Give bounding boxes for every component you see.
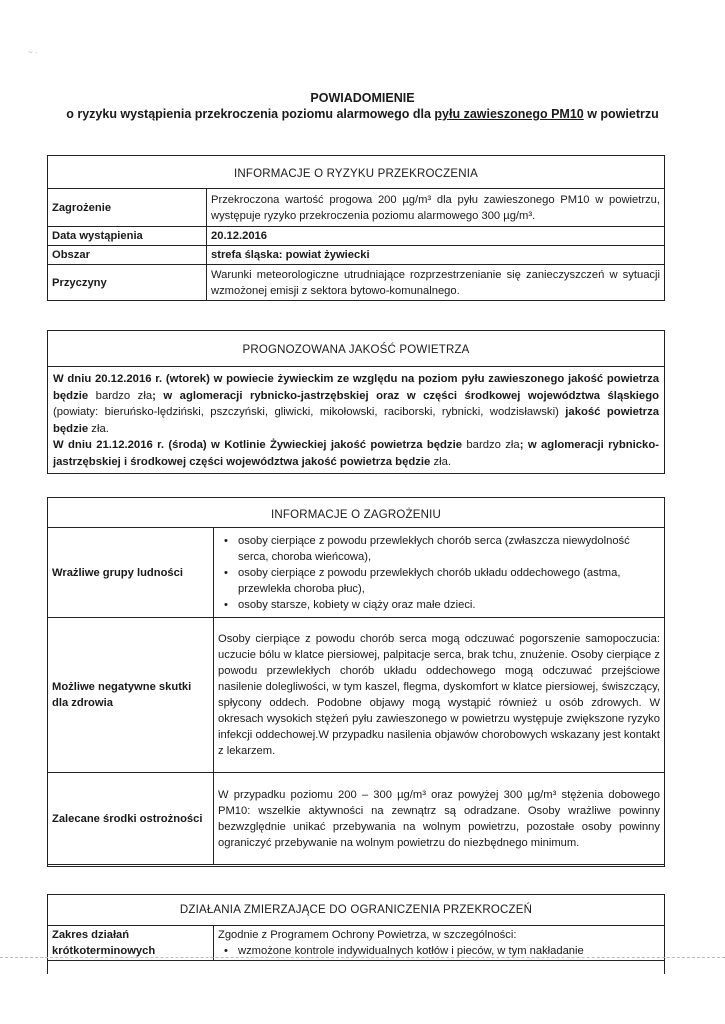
row-value-causes: Warunki meteorologiczne utrudniające rozprzestrzenianie się zanieczyszczeń w sytuacji wzmożonej emisji z sektora bytowo-komunalnego. bbox=[207, 265, 665, 301]
table-row bbox=[48, 618, 665, 773]
row-label-date: Data wystąpienia bbox=[48, 227, 207, 246]
row-label-causes: Przyczyny bbox=[48, 265, 207, 301]
subtitle-part-1: o ryzyku wystąpienia przekroczenia poziomu alarmowego dla bbox=[66, 107, 435, 121]
forecast-run: zła. bbox=[433, 455, 452, 468]
row-value-short-term bbox=[214, 926, 665, 961]
list-item: • osoby cierpiące z powodu przewlekłych chorób układu oddechowego (astma, przewlekła choroba płuc), bbox=[238, 565, 660, 597]
actions-section bbox=[47, 894, 665, 974]
hazard-info-header: INFORMACJE O ZAGROŻENIU bbox=[270, 509, 442, 521]
risk-info-section bbox=[47, 155, 665, 301]
scan-corner-mark: ~ · bbox=[28, 48, 38, 57]
row-value-precautions: W przypadku poziomu 200 – 300 µg/m³ oraz powyżej 300 µg/m³ stężenia dobowego PM10: wszelkie aktywności na zewnątrz są odradzane. Osoby wrażliwe powinny bezwzględnie unikać przebywania na wolnym powietrzu, pozostałe osoby powinny ograniczyć przebywanie na wolnym powietrzu do niezbędnego minimum. bbox=[214, 773, 665, 865]
table-row bbox=[48, 773, 665, 865]
row-value-area: strefa śląska: powiat żywiecki bbox=[207, 246, 665, 265]
row-value-effects: Osoby cierpiące z powodu chorób serca mogą odczuwać pogorszenie samopoczucia: uczucie bólu w klatce piersiowej, palpitacje serca, brak tchu, znużenie. Osoby cierpiące z powodu przewlekłych chorób układu oddechowego mogą odczuwać przejściowe nasilenie dolegliwości, w tym kaszel, flegma, dyskomfort w klatce piersiowej, świszczący, spłycony oddech. Podobne objawy mogą wystąpić również u osób zdrowych. W okresach wysokich stężeń pyłu zawieszonego w powietrzu występuje zwiększone ryzyko infekcji oddechowej.W przypadku nasilenia objawów chorobowych wskazany jest kontakt z lekarzem. bbox=[214, 618, 665, 773]
forecast-run: W dniu 20.12.2016 r. (wtorek) w powiecie żywieckim ze względu na poziom pyłu zawieszonego jakość powietrza będzie bbox=[53, 373, 659, 402]
actions-intro: Zgodnie z Programem Ochrony Powietrza, w szczególności: bbox=[218, 929, 517, 941]
actions-table bbox=[47, 925, 665, 961]
subtitle-part-3: w powietrzu bbox=[583, 107, 659, 121]
row-value-threat: Przekroczona wartość progowa 200 µg/m³ dla pyłu zawieszonego PM10 w powietrzu, występuje ryzyko przekroczenia poziomu alarmowego 300 µg/m³. bbox=[207, 189, 665, 227]
table-row bbox=[48, 189, 665, 227]
risk-info-table bbox=[47, 188, 665, 301]
forecast-run: ; w aglomeracji rybnicko-jastrzębskiej i środkowej części województwa jakość powietrza będzie bbox=[53, 439, 660, 468]
subtitle-underlined-pm10: pyłu zawieszonego PM10 bbox=[434, 107, 584, 121]
risk-info-header: INFORMACJE O RYZYKU PRZEKROCZENIA bbox=[233, 168, 479, 180]
forecast-header: PROGNOZOWANA JAKOŚĆ POWIETRZA bbox=[242, 344, 470, 356]
row-label-threat: Zagrożenie bbox=[48, 189, 207, 227]
forecast-run: bardzo zła bbox=[466, 439, 520, 451]
list-item: • osoby cierpiące z powodu przewlekłych chorób serca (zwłaszcza niewydolność serca, choroba wieńcowa), bbox=[238, 533, 660, 565]
forecast-run: bardzo zła bbox=[95, 389, 153, 402]
forecast-text bbox=[53, 371, 659, 470]
row-value-date: 20.12.2016 bbox=[207, 227, 665, 246]
hazard-info-table bbox=[47, 527, 665, 865]
row-label-precautions: Zalecane środki ostrożności bbox=[48, 773, 214, 865]
table-row bbox=[48, 528, 665, 618]
table-row bbox=[48, 227, 665, 246]
document-title: POWIADOMIENIE bbox=[310, 91, 415, 105]
forecast-section bbox=[47, 330, 665, 474]
list-item: • wzmożone kontrole indywidualnych kotłów i pieców, w tym nakładanie bbox=[238, 943, 660, 959]
row-value-vulnerable bbox=[214, 528, 665, 618]
forecast-run: zła. bbox=[91, 422, 109, 435]
table-row bbox=[48, 265, 665, 301]
row-label-short-term: Zakres działań krótkoterminowych bbox=[48, 926, 214, 961]
list-item: • osoby starsze, kobiety w ciąży oraz małe dzieci. bbox=[238, 597, 660, 613]
row-label-area: Obszar bbox=[48, 246, 207, 265]
table-row bbox=[48, 926, 665, 961]
document-subtitle bbox=[0, 107, 725, 121]
forecast-run: (powiaty: bieruńsko-lędziński, pszczyński, gliwicki, mikołowski, raciborski, rybnicki, wodzisławski) bbox=[53, 406, 559, 418]
row-label-effects: Możliwe negatywne skutki dla zdrowia bbox=[48, 618, 214, 773]
forecast-run: jakość powietrza będzie bbox=[53, 406, 660, 435]
vulnerable-groups-list bbox=[218, 533, 660, 613]
forecast-run: W dniu 21.12.2016 r. (środa) w Kotlinie Żywieckiej jakość powietrza będzie bbox=[53, 439, 467, 451]
table-row bbox=[48, 246, 665, 265]
scan-edge-line bbox=[0, 957, 725, 958]
row-label-vulnerable: Wrażliwe grupy ludności bbox=[48, 528, 214, 618]
hazard-info-section bbox=[47, 497, 665, 867]
forecast-paragraph-1 bbox=[53, 371, 659, 437]
forecast-run: ; w aglomeracji rybnicko-jastrzębskiej oraz w części środkowej województwa śląskiego bbox=[152, 389, 660, 402]
forecast-paragraph-2 bbox=[53, 437, 659, 470]
actions-header: DZIAŁANIA ZMIERZAJĄCE DO OGRANICZENIA PRZEKROCZEŃ bbox=[179, 904, 533, 916]
